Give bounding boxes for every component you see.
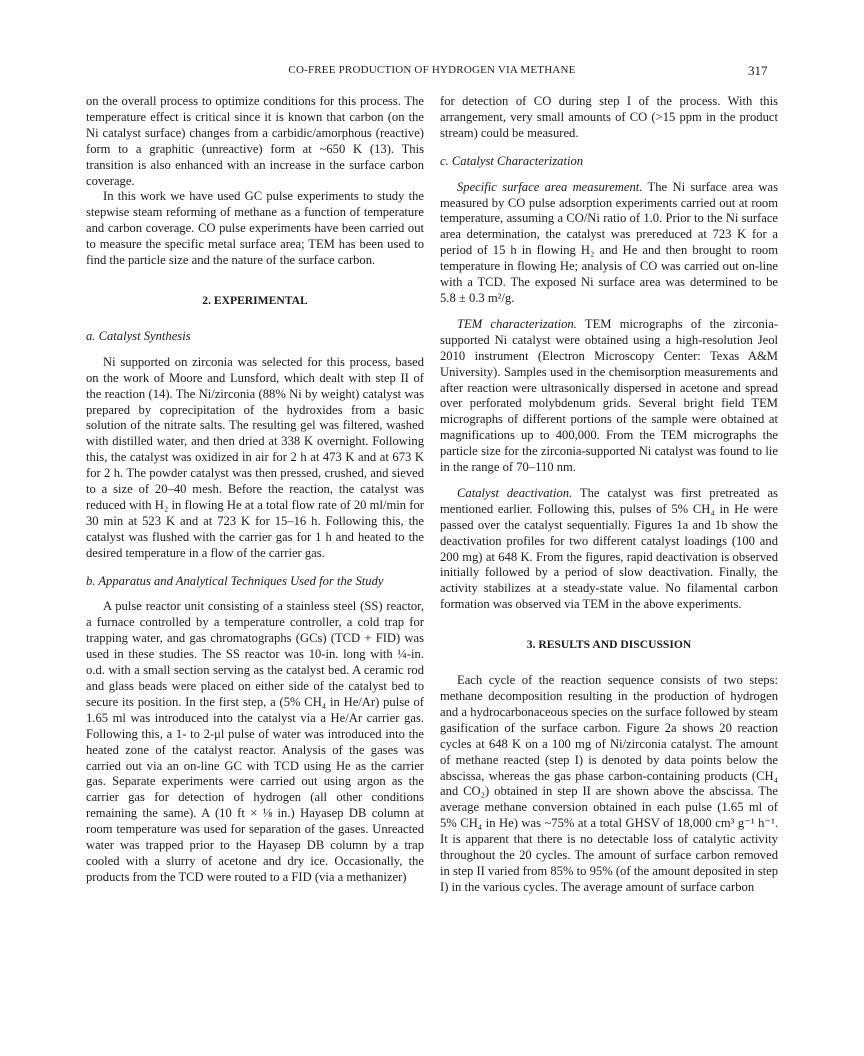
paragraph bbox=[440, 317, 778, 476]
subsection-heading: b. Apparatus and Analytical Techniques Used for the Study bbox=[86, 573, 384, 588]
subsection-heading: c. Catalyst Characterization bbox=[440, 153, 584, 168]
paragraph: on the overall process to optimize conditions for this process. The temperature effect is critical since it is known that carbon (on the Ni catalyst surface) changes from a carbidic/amorphous (reactive) form to a graphitic (unreactive) form at ~650 K (13). This transition is also enhanced with an increase in the surface carbon coverage. bbox=[86, 94, 424, 188]
section-heading: 3. RESULTS AND DISCUSSION bbox=[526, 638, 692, 652]
paragraph bbox=[440, 180, 778, 307]
section-heading: 2. EXPERIMENTAL bbox=[202, 293, 308, 307]
paragraph: A pulse reactor unit consisting of a stainless steel (SS) reactor, a furnace controlled by a temperature controller, a cold trap for trapping water, and gas chromatographs (GCs) (TCD + FID) was used in these studies. The SS reactor was 10-in. long with ¼-in. o.d. with a small section serving as the catalyst bed. A ceramic rod and glass beads were placed on either side of the catalyst bed to secure its position. In the first step, a (5% CH₄ in He/Ar) pulse of 1.65 ml was introduced into the catalyst via a He/Ar carrier gas. Following this, a 1- to 2-μl pulse of water was introduced into the heated zone of the catalyst reactor. Analysis of the gases was carried out via an on-line GC with TCD using He as the carrier gas. Separate experiments were carried out using argon as the carrier gas for detection of hydrogen (all other conditions remaining the same). A (10 ft × ⅛ in.) Hayasep DB column at room temperature was used for separation of the gases. Unreacted water was trapped prior to the Hayasep DB column by a trap cooled with a slurry of acetone and dry ice. Occasionally, the products from the TCD were routed to a FID (via a methanizer) bbox=[86, 599, 424, 884]
left-column bbox=[86, 94, 424, 886]
subsection-heading: a. Catalyst Synthesis bbox=[86, 328, 191, 343]
paragraph: Each cycle of the reaction sequence consists of two steps: methane decomposition resulting in the production of hydrogen and a hydrocarbonaceous species on the surface followed by steam gasification of the surface carbon. Figure 2a shows 20 reaction cycles at 648 K on a 100 mg of Ni/zirconia catalyst. The amount of methane reacted (step I) is denoted by data points below the abscissa, whereas the gas phase carbon-containing products (CH₄ and CO₂) obtained in step II are shown above the abscissa. The average methane conversion obtained in each pulse (1.65 ml of 5% CH₄ in He) was ~75% at a total GHSV of 18,000 cm³ g⁻¹ h⁻¹. It is apparent that there is no detectable loss of catalytic activity throughout the 20 cycles. The amount of surface carbon removed in step II varied from 85% to 95% (of the amount deposited in step I) in the various cycles. The average amount of surface carbon bbox=[440, 673, 778, 894]
paragraph-text: The Ni surface area was measured by CO pulse adsorption experiments carried out at room temperature, assuming a CO/Ni ratio of 1.0. Prior to the Ni surface area determination, the catalyst was prereduced at 723 K for a period of 15 h in flowing H₂ and He and then brought to room temperature in flowing He; analysis of CO was carried out on-line with a TCD. The exposed Ni surface area was determined to be 5.8 ± 0.3 m²/g. bbox=[440, 179, 779, 305]
paragraph: Ni supported on zirconia was selected for this process, based on the work of Moore and Lunsford, which dealt with step II of the reaction (14). The Ni/zirconia (88% Ni by weight) catalyst was prepared by coprecipitation of the hydroxides from a basic solution of the nitrate salts. The resulting gel was filtered, washed with distilled water, and then dried at 338 K overnight. Following this, the catalyst was oxidized in air for 2 h at 473 K and at 673 K for 2 h. The powder catalyst was then pressed, crushed, and sieved to a size of 20–40 mesh. Before the reaction, the catalyst was reduced with H₂ in flowing He at a total flow rate of 20 ml/min for 30 min at 523 K and at 723 K for 15–16 h. Following this, the catalyst was flushed with the carrier gas for 1 h and heated to the desired temperature in a flow of the carrier gas. bbox=[86, 354, 424, 560]
paragraph: In this work we have used GC pulse experiments to study the stepwise steam reforming of methane as a function of temperature and carbon coverage. CO pulse experiments have been carried out to measure the specific metal surface area; TEM has been used to find the particle size and the nature of the surface carbon. bbox=[86, 189, 424, 268]
run-in-heading: Specific surface area measurement. bbox=[457, 179, 643, 194]
running-head: CO-FREE PRODUCTION OF HYDROGEN VIA METHANE bbox=[288, 64, 576, 76]
paragraph bbox=[440, 486, 778, 613]
right-column bbox=[440, 94, 778, 896]
paragraph-text: The catalyst was first pretreated as mentioned earlier. Following this, pulses of 5% CH₄ in He were passed over the catalyst sequentially. Figures 1a and 1b show the deactivation profiles for two different catalyst loadings (100 and 200 mg) at 648 K. From the figures, rapid deactivation is observed initially followed by a period of slow deactivation. Finally, the activity stabilizes at a steady-state value. No filamental carbon formation was observed via TEM in the above experiments. bbox=[440, 485, 778, 612]
paragraph-text: TEM micrographs of the zirconia-supported Ni catalyst were obtained using a high-resolution Jeol 2010 instrument (Electron Microscopy Center: Texas A&M University). Samples used in the chemisorption measurements and after reaction were ultrasonically dispersed in acetone and spread over perforated molybdenum grids. Several bright field TEM micrographs of different portions of the sample were obtained at magnifications up to 400,000. From the TEM micrographs the particle size for the zirconia-supported Ni catalyst was found to lie in the range of 70–110 nm. bbox=[440, 316, 779, 475]
run-in-heading: TEM characterization. bbox=[457, 316, 577, 331]
run-in-heading: Catalyst deactivation. bbox=[457, 485, 573, 500]
paragraph: for detection of CO during step I of the process. With this arrangement, very small amounts of CO (>15 ppm in the product stream) could be measured. bbox=[440, 94, 778, 140]
page-number: 317 bbox=[748, 63, 768, 78]
